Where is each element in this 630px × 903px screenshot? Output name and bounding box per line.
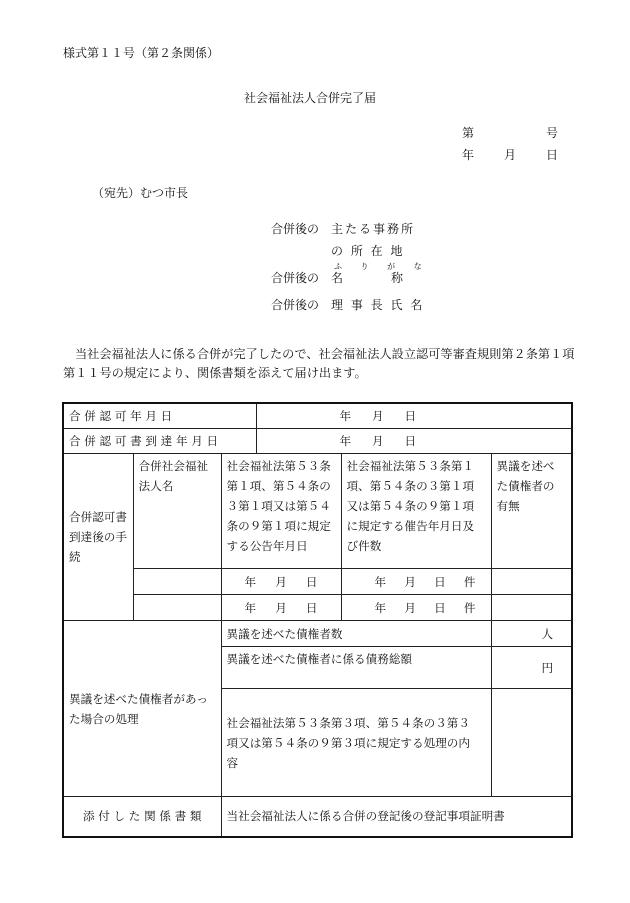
table-row <box>63 797 572 837</box>
approval-arrival-label: 合 併 認 可 書 到 達 年 月 日 <box>63 429 256 454</box>
objection-section-label: 異議を述べた債権者があった場合の処理 <box>63 621 221 797</box>
table-row <box>63 429 572 454</box>
table-row <box>63 595 572 621</box>
handling-cell <box>491 689 572 797</box>
table-row <box>63 569 572 595</box>
date-month: 月 <box>503 148 516 162</box>
public-notice-date-cell: 年 月 日 <box>221 595 341 621</box>
office-label-1: 主たる事務所 <box>331 222 416 236</box>
objecting-creditors-label: 異議を述べた債権者数 <box>221 621 491 647</box>
total-debt-unit: 円 <box>491 647 572 689</box>
applicant-prefix: 合併後の <box>271 298 320 312</box>
addressee: （宛先）むつ市長 <box>92 186 189 200</box>
merged-corp-name-cell <box>133 595 221 621</box>
form-number: 様式第１１号（第２条関係） <box>63 46 220 60</box>
handling-label: 社会福祉法第５３条第３項、第５４条の３第３項又は第５４条の９第３項に規定する処理の内容 <box>221 689 491 797</box>
doc-no-suffix: 号 <box>545 126 558 140</box>
merged-corp-name-cell <box>133 569 221 595</box>
table-row <box>63 621 572 647</box>
applicant-name <box>271 262 430 289</box>
approval-date-value: 年 月 日 <box>256 403 572 429</box>
rep-label: 理 事 長 氏 名 <box>331 298 425 312</box>
objection-cell <box>491 569 572 595</box>
objection-header: 異議を述べた債権者の有無 <box>491 454 572 569</box>
date-day: 日 <box>545 148 558 162</box>
approval-arrival-value: 年 月 日 <box>256 429 572 454</box>
applicant-prefix: 合併後の <box>271 222 320 236</box>
table-row <box>63 454 572 569</box>
applicant-representative <box>271 294 424 316</box>
table-row <box>63 403 572 429</box>
name-label-1: 名 <box>331 271 344 285</box>
demand-date-cell: 年 月 日 件 <box>341 569 491 595</box>
document-title: 社会福祉法人合併完了届 <box>244 91 377 105</box>
merged-corp-name-header: 合併社会福祉法人名 <box>133 454 221 569</box>
date-year: 年 <box>462 148 475 162</box>
statement: 当社会福祉法人に係る合併が完了したので、社会福祉法人設立認可等審査規則第２条第１項第１１号の規定により、関係書類を添えて届け出ます。 <box>63 347 575 380</box>
public-notice-date-cell: 年 月 日 <box>221 569 341 595</box>
objecting-creditors-unit: 人 <box>491 621 572 647</box>
document-number <box>462 124 558 141</box>
doc-no-label: 第 <box>462 126 475 140</box>
attachments-label: 添 付 し た 関 係 書 類 <box>63 797 221 837</box>
demand-date-cell: 年 月 日 件 <box>341 595 491 621</box>
demand-header: 社会福祉法第５３条第１項、第５４条の３第１項又は第５４条の９第１項に規定する催告年月日及び件数 <box>341 454 491 569</box>
attachments-value: 当社会福祉法人に係る合併の登記後の登記事項証明書 <box>221 797 572 837</box>
objection-cell <box>491 595 572 621</box>
total-debt-label: 異議を述べた債権者に係る債務総額 <box>221 647 491 689</box>
approval-date-label: 合 併 認 可 年 月 日 <box>63 403 256 429</box>
name-label-2: 称 <box>391 271 404 285</box>
submission-date <box>462 146 558 163</box>
applicant-prefix: 合併後の <box>271 271 320 285</box>
public-notice-header: 社会福祉法第５３条第１項、第５４条の３第１項又は第５４条の９第１項に規定する公告年月日 <box>221 454 341 569</box>
merger-details-table <box>62 402 573 838</box>
furigana: ふ り が な <box>334 262 430 271</box>
office-label-2: の 所 在 地 <box>331 244 405 258</box>
procedure-label: 合併認可書到達後の手続 <box>63 454 133 621</box>
